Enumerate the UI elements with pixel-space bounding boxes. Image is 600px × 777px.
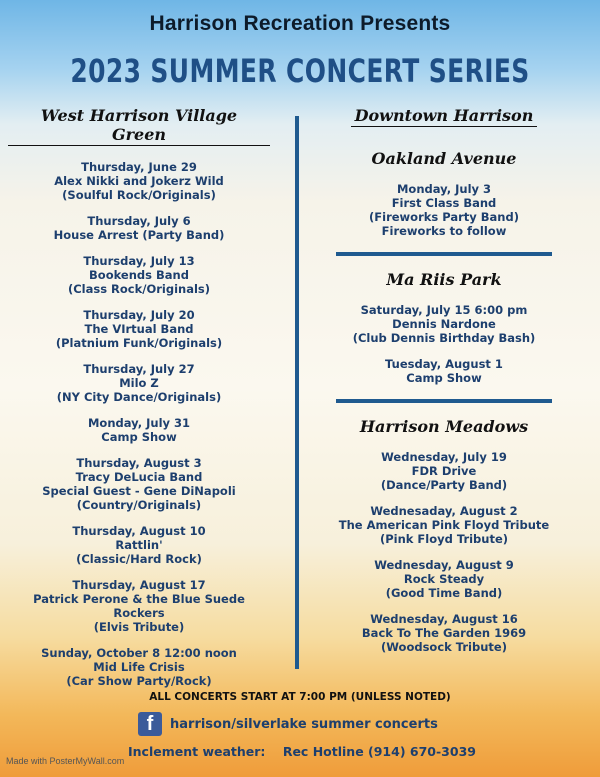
event-line: FDR Drive	[411, 464, 477, 478]
event-block	[318, 357, 570, 385]
event-line: Milo Z	[119, 376, 159, 390]
event-block	[318, 612, 570, 654]
event-line: Tracy DeLucia Band	[75, 470, 203, 484]
event-line: Wednesday, August 16	[370, 612, 518, 626]
start-time-note: ALL CONCERTS START AT 7:00 PM (UNLESS NOTED)	[149, 691, 451, 703]
venue-heading-harrison-meadows: Harrison Meadows	[359, 417, 529, 436]
series-title: 2023 SUMMER CONCERT SERIES	[70, 52, 530, 90]
event-block	[8, 646, 270, 688]
event-block	[8, 524, 270, 566]
event-block	[318, 450, 570, 492]
event-line: Special Guest - Gene DiNapoli	[42, 484, 236, 498]
event-line: Rattlin'	[115, 538, 163, 552]
watermark: Made with PosterMyWall.com	[6, 756, 125, 766]
event-block	[8, 416, 270, 444]
event-line: Monday, July 31	[87, 416, 191, 430]
event-line: Monday, July 3	[396, 182, 492, 196]
event-block	[8, 254, 270, 296]
event-line: Tuesday, August 1	[385, 357, 503, 371]
event-line: (Club Dennis Birthday Bash)	[352, 331, 536, 345]
event-block	[8, 308, 270, 350]
event-line: Camp Show	[101, 430, 177, 444]
event-line: Thursday, July 27	[83, 362, 195, 376]
event-line: Camp Show	[406, 371, 482, 385]
vertical-divider	[295, 116, 299, 669]
horizontal-divider	[336, 252, 552, 256]
event-line: Bookends Band	[89, 268, 189, 282]
event-line: The VIrtual Band	[84, 322, 194, 336]
horizontal-divider	[336, 399, 552, 403]
event-line: (Dance/Party Band)	[380, 478, 508, 492]
event-line: (Car Show Party/Rock)	[66, 674, 212, 688]
area-heading-text: Downtown Harrison	[351, 106, 538, 127]
facebook-icon: f	[138, 712, 162, 736]
venue-heading-ma-riis: Ma Riis Park	[386, 270, 502, 289]
event-line: House Arrest (Party Band)	[53, 228, 225, 242]
area-heading-downtown	[318, 106, 570, 127]
left-column	[8, 106, 270, 700]
event-line: Patrick Perone & the Blue Suede Rockers	[33, 592, 245, 620]
mariis-event-list	[318, 303, 570, 385]
event-line: The American Pink Floyd Tribute	[338, 518, 550, 532]
event-block	[8, 362, 270, 404]
event-line: Thursday, July 13	[83, 254, 195, 268]
meadows-event-list	[318, 450, 570, 654]
event-block	[8, 214, 270, 242]
event-line: Sunday, October 8 12:00 noon	[41, 646, 237, 660]
event-line: (Pink Floyd Tribute)	[379, 532, 509, 546]
event-line: (Soulful Rock/Originals)	[62, 188, 216, 202]
event-line: Thursday, August 10	[72, 524, 206, 538]
facebook-link[interactable]	[138, 712, 438, 736]
right-column	[318, 106, 570, 666]
event-line: Wednesday, August 9	[374, 558, 514, 572]
presenter-title: Harrison Recreation Presents	[149, 12, 451, 35]
event-block	[8, 160, 270, 202]
event-line: (Platnium Funk/Originals)	[55, 336, 223, 350]
event-line: (Fireworks Party Band)	[369, 210, 519, 224]
event-block	[318, 558, 570, 600]
event-line: (Good Time Band)	[385, 586, 503, 600]
event-block	[318, 504, 570, 546]
event-line: (Classic/Hard Rock)	[76, 552, 202, 566]
event-line: Thursday, July 20	[83, 308, 195, 322]
event-line: (Woodsock Tribute)	[381, 640, 507, 654]
event-line: Thursday, June 29	[81, 160, 197, 174]
event-line: Back To The Garden 1969	[361, 626, 527, 640]
event-block	[8, 456, 270, 512]
oakland-event-list	[318, 182, 570, 238]
event-line: Alex Nikki and Jokerz Wild	[54, 174, 224, 188]
event-line: (Class Rock/Originals)	[67, 282, 211, 296]
event-line: Thursday, August 17	[72, 578, 206, 592]
event-line: Saturday, July 15 6:00 pm	[360, 303, 528, 317]
event-line: (Country/Originals)	[76, 498, 202, 512]
event-line: Wednesaday, August 2	[370, 504, 518, 518]
event-line: Fireworks to follow	[381, 224, 507, 238]
event-block	[318, 303, 570, 345]
event-line: (NY City Dance/Originals)	[56, 390, 222, 404]
venue-heading-west-harrison: West Harrison Village Green	[8, 106, 270, 146]
venue-heading-oakland: Oakland Avenue	[371, 149, 517, 168]
event-block	[8, 578, 270, 634]
event-line: Mid Life Crisis	[93, 660, 185, 674]
left-event-list	[8, 160, 270, 688]
event-line: Rock Steady	[403, 572, 485, 586]
event-line: Wednesday, July 19	[381, 450, 507, 464]
event-line: Dennis Nardone	[392, 317, 496, 331]
event-line: Thursday, August 3	[76, 456, 202, 470]
event-block	[318, 182, 570, 238]
facebook-page-text: harrison/silverlake summer concerts	[170, 716, 438, 732]
event-line: (Elvis Tribute)	[93, 620, 185, 634]
weather-hotline: Inclement weather: Rec Hotline (914) 670-3039	[128, 744, 476, 759]
event-line: Thursday, July 6	[87, 214, 191, 228]
event-line: First Class Band	[391, 196, 497, 210]
